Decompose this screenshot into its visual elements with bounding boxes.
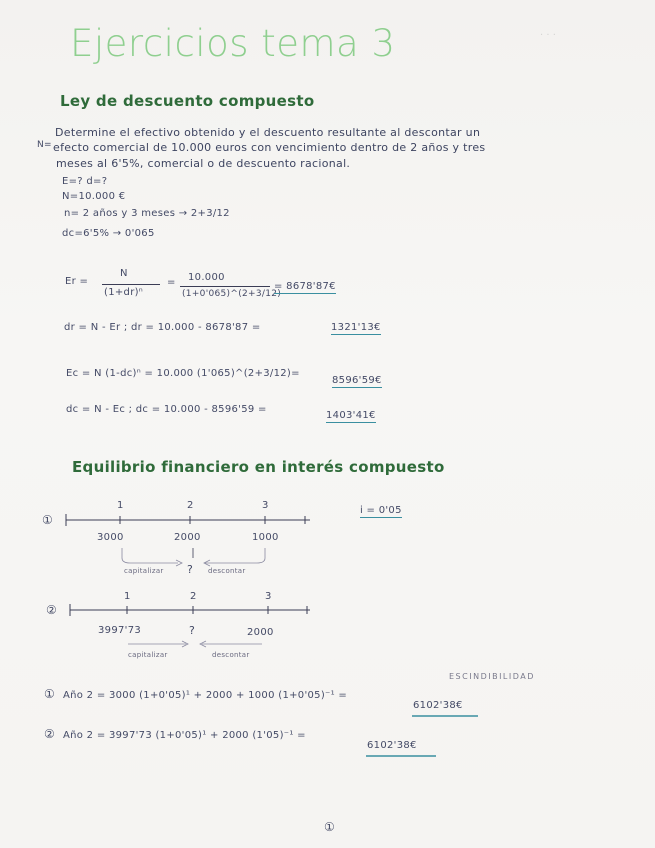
diagram1-marker: ① xyxy=(42,513,54,527)
er-frac1-num: N xyxy=(120,268,128,279)
diagram1-tick-3: 3 xyxy=(262,500,269,511)
er-frac1-den: (1+dr)ⁿ xyxy=(104,287,144,298)
diagram1-amount-2: 2000 xyxy=(174,532,201,543)
diagram1-amount-1: 3000 xyxy=(97,532,124,543)
interest-rate-text: i = 0'05 xyxy=(360,505,402,516)
er-eq: = xyxy=(167,277,176,288)
diagram1-left-label: capitalizar xyxy=(124,567,164,575)
given-1: E=? d=? xyxy=(62,176,108,187)
diagram2-amount-1: 3997'73 xyxy=(98,625,142,636)
given-2: N=10.000 € xyxy=(62,191,126,202)
result2-value: 6102'38€ xyxy=(367,740,417,751)
result2-marker: ② xyxy=(44,727,56,741)
diagram1-amount-3: 1000 xyxy=(252,532,279,543)
ec-line: Ec = N (1-dc)ⁿ = 10.000 (1'065)^(2+3/12)= xyxy=(66,368,300,379)
dr-result-text: 1321'13€ xyxy=(331,322,381,333)
page-number: ① xyxy=(324,820,336,834)
diagram2-amount-2: ? xyxy=(189,624,196,637)
statement-line-2: efecto comercial de 10.000 euros con vencimiento dentro de 2 años y tres xyxy=(53,141,486,154)
given-3: n= 2 años y 3 meses → 2+3/12 xyxy=(64,208,230,219)
page-title: Ejercicios tema 3 xyxy=(70,22,396,65)
diagram2-tick-2: 2 xyxy=(190,591,197,602)
diagram2-amount-3: 2000 xyxy=(247,627,274,638)
result1-value: 6102'38€ xyxy=(413,700,463,711)
er-frac1-bar xyxy=(102,284,160,285)
diagram2-right-label: descontar xyxy=(212,651,250,659)
diagram1-right-label: descontar xyxy=(208,567,246,575)
escindibilidad-note: ESCINDIBILIDAD xyxy=(449,672,535,681)
ec-result-text: 8596'59€ xyxy=(332,375,382,386)
section1-heading: Ley de descuento compuesto xyxy=(60,92,315,110)
diagram2-tick-3: 3 xyxy=(265,591,272,602)
statement-line-1: Determine el efectivo obtenido y el descuento resultante al descontar un xyxy=(55,126,481,139)
diagram2-left-label: capitalizar xyxy=(128,651,168,659)
statement-prefix: N= xyxy=(37,140,52,150)
diagram2-tick-1: 1 xyxy=(124,591,131,602)
er-frac2-den: (1+0'065)^(2+3/12) xyxy=(182,289,282,299)
diagram2-marker: ② xyxy=(46,603,58,617)
result2-expression: Año 2 = 3997'73 (1+0'05)¹ + 2000 (1'05)⁻¹ = xyxy=(63,730,306,741)
section2-heading: Equilibrio financiero en interés compuesto xyxy=(72,458,445,476)
bleed-through: · · · xyxy=(540,30,556,41)
dr-line: dr = N - Er ; dr = 10.000 - 8678'87 = xyxy=(64,322,261,333)
result1-expression: Año 2 = 3000 (1+0'05)¹ + 2000 + 1000 (1+0'05)⁻¹ = xyxy=(63,690,348,701)
diagram1-tick-1: 1 xyxy=(117,500,124,511)
dc-result-text: 1403'41€ xyxy=(326,410,376,421)
result1-marker: ① xyxy=(44,687,56,701)
diagram1-question: ? xyxy=(187,563,194,576)
er-result-text: = 8678'87€ xyxy=(274,281,336,292)
dc-line: dc = N - Ec ; dc = 10.000 - 8596'59 = xyxy=(66,404,267,415)
er-frac2-bar xyxy=(180,286,270,287)
er-frac2-num: 10.000 xyxy=(188,272,225,283)
er-lhs: Er = xyxy=(65,276,89,287)
statement-line-3: meses al 6'5%, comercial o de descuento racional. xyxy=(56,157,351,170)
given-4: dc=6'5% → 0'065 xyxy=(62,228,155,239)
diagram1-tick-2: 2 xyxy=(187,500,194,511)
